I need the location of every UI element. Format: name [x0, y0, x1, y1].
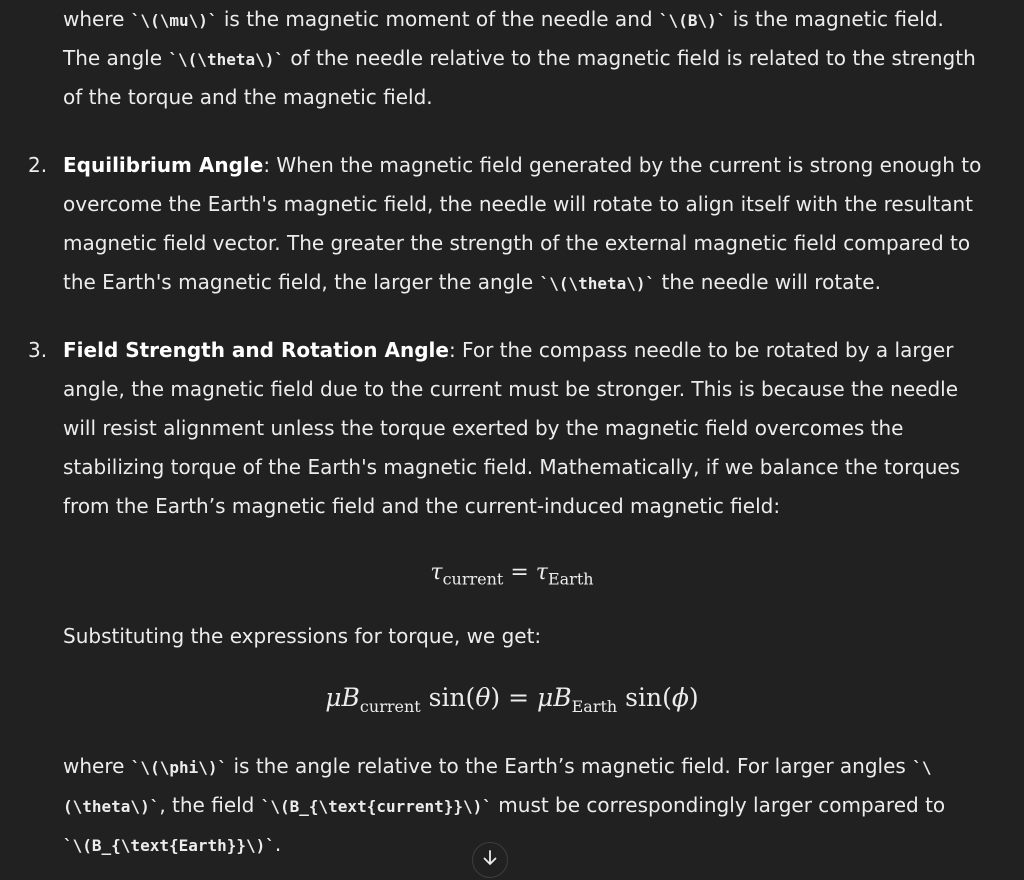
text: from the Earth’s magnetic field and the current-induced magnetic field:: [63, 494, 781, 518]
math-symbol: θ: [475, 683, 491, 712]
scroll-to-bottom-button[interactable]: [472, 842, 508, 878]
text: where: [63, 7, 131, 31]
list-item-line: [63, 224, 970, 263]
math-operator: =: [500, 683, 537, 712]
list-item-line: [63, 448, 960, 487]
text: the needle will rotate.: [655, 270, 881, 294]
math-symbol: τ: [535, 560, 548, 585]
list-number: 2.: [28, 153, 48, 177]
list-item-heading: Equilibrium Angle: [63, 153, 264, 177]
list-item-line: [63, 185, 973, 224]
math-subscript: current: [359, 697, 421, 716]
math-symbol: B: [553, 683, 572, 712]
paragraph-line: [63, 0, 944, 39]
inline-code: `\(B_{\text{Earth}}\)`: [63, 836, 275, 855]
paragraph-line: [63, 617, 541, 656]
math-symbol: μ: [325, 683, 342, 712]
paragraph-line: [63, 78, 433, 117]
math-operator: =: [503, 560, 536, 585]
arrow-down-icon: [481, 848, 499, 872]
text: must be correspondingly larger compared to: [491, 793, 946, 817]
equation-torque-expression: [0, 678, 1024, 727]
paragraph-line: [63, 39, 976, 78]
list-item-line: [63, 331, 953, 370]
equation-torque-balance: [0, 555, 1024, 597]
text: of the needle relative to the magnetic field is related to the strength: [284, 46, 976, 70]
text: .: [274, 832, 282, 856]
text: Substituting the expressions for torque, we get:: [63, 624, 542, 648]
text: , the field: [159, 793, 261, 817]
list-item-line: [63, 487, 780, 526]
math-subscript: Earth: [571, 697, 618, 716]
list-item-line: [63, 263, 881, 302]
inline-code: `\(\mu\)`: [130, 11, 218, 30]
text: the Earth's magnetic field, the larger the angle: [63, 270, 540, 294]
math-subscript: current: [442, 569, 504, 589]
text: : For the compass needle to be rotated by a larger: [448, 338, 954, 362]
text: overcome the Earth's magnetic field, the needle will rotate to align itself with the resultant: [63, 192, 973, 216]
text: of the torque and the magnetic field.: [63, 85, 433, 109]
inline-code: `\(\phi\)`: [130, 758, 228, 777]
list-item-line: [63, 409, 903, 448]
paragraph-line: [63, 747, 931, 786]
text: stabilizing torque of the Earth's magnetic field. Mathematically, if we balance the torques: [63, 455, 961, 479]
text: is the magnetic moment of the needle and: [217, 7, 659, 31]
list-item-line: [63, 370, 958, 409]
math-function: sin(: [420, 683, 476, 712]
math-subscript: Earth: [547, 569, 594, 589]
math-paren: ): [688, 683, 699, 712]
text: angle, the magnetic field due to the current must be stronger. This is because the needle: [63, 377, 958, 401]
inline-code: `\: [912, 758, 932, 777]
text: magnetic field vector. The greater the strength of the external magnetic field compared to: [63, 231, 971, 255]
math-symbol: μ: [537, 683, 554, 712]
math-symbol: ϕ: [671, 683, 689, 712]
list-item-heading: Field Strength and Rotation Angle: [63, 338, 449, 362]
text: : When the magnetic field generated by the current is strong enough to: [263, 153, 982, 177]
paragraph-line: [63, 825, 281, 864]
list-item-line: [63, 146, 981, 185]
inline-code: `\(\theta\)`: [168, 50, 284, 69]
math-symbol: τ: [430, 560, 443, 585]
text: is the angle relative to the Earth’s magnetic field. For larger angles: [227, 754, 913, 778]
math-symbol: B: [341, 683, 360, 712]
inline-code: `\(\theta\)`: [539, 274, 656, 293]
inline-code: `\(B_{\text{current}}\)`: [260, 797, 492, 816]
text: where: [63, 754, 131, 778]
text: is the magnetic field.: [726, 7, 944, 31]
inline-code: `\(B\)`: [658, 11, 727, 30]
text: will resist alignment unless the torque exerted by the magnetic field overcomes the: [63, 416, 904, 440]
list-number: 3.: [28, 338, 48, 362]
math-function: sin(: [617, 683, 672, 712]
inline-code: (\theta\)`: [63, 797, 160, 816]
text: The angle: [63, 46, 169, 70]
paragraph-line: [63, 786, 945, 825]
math-paren: ): [490, 683, 501, 712]
